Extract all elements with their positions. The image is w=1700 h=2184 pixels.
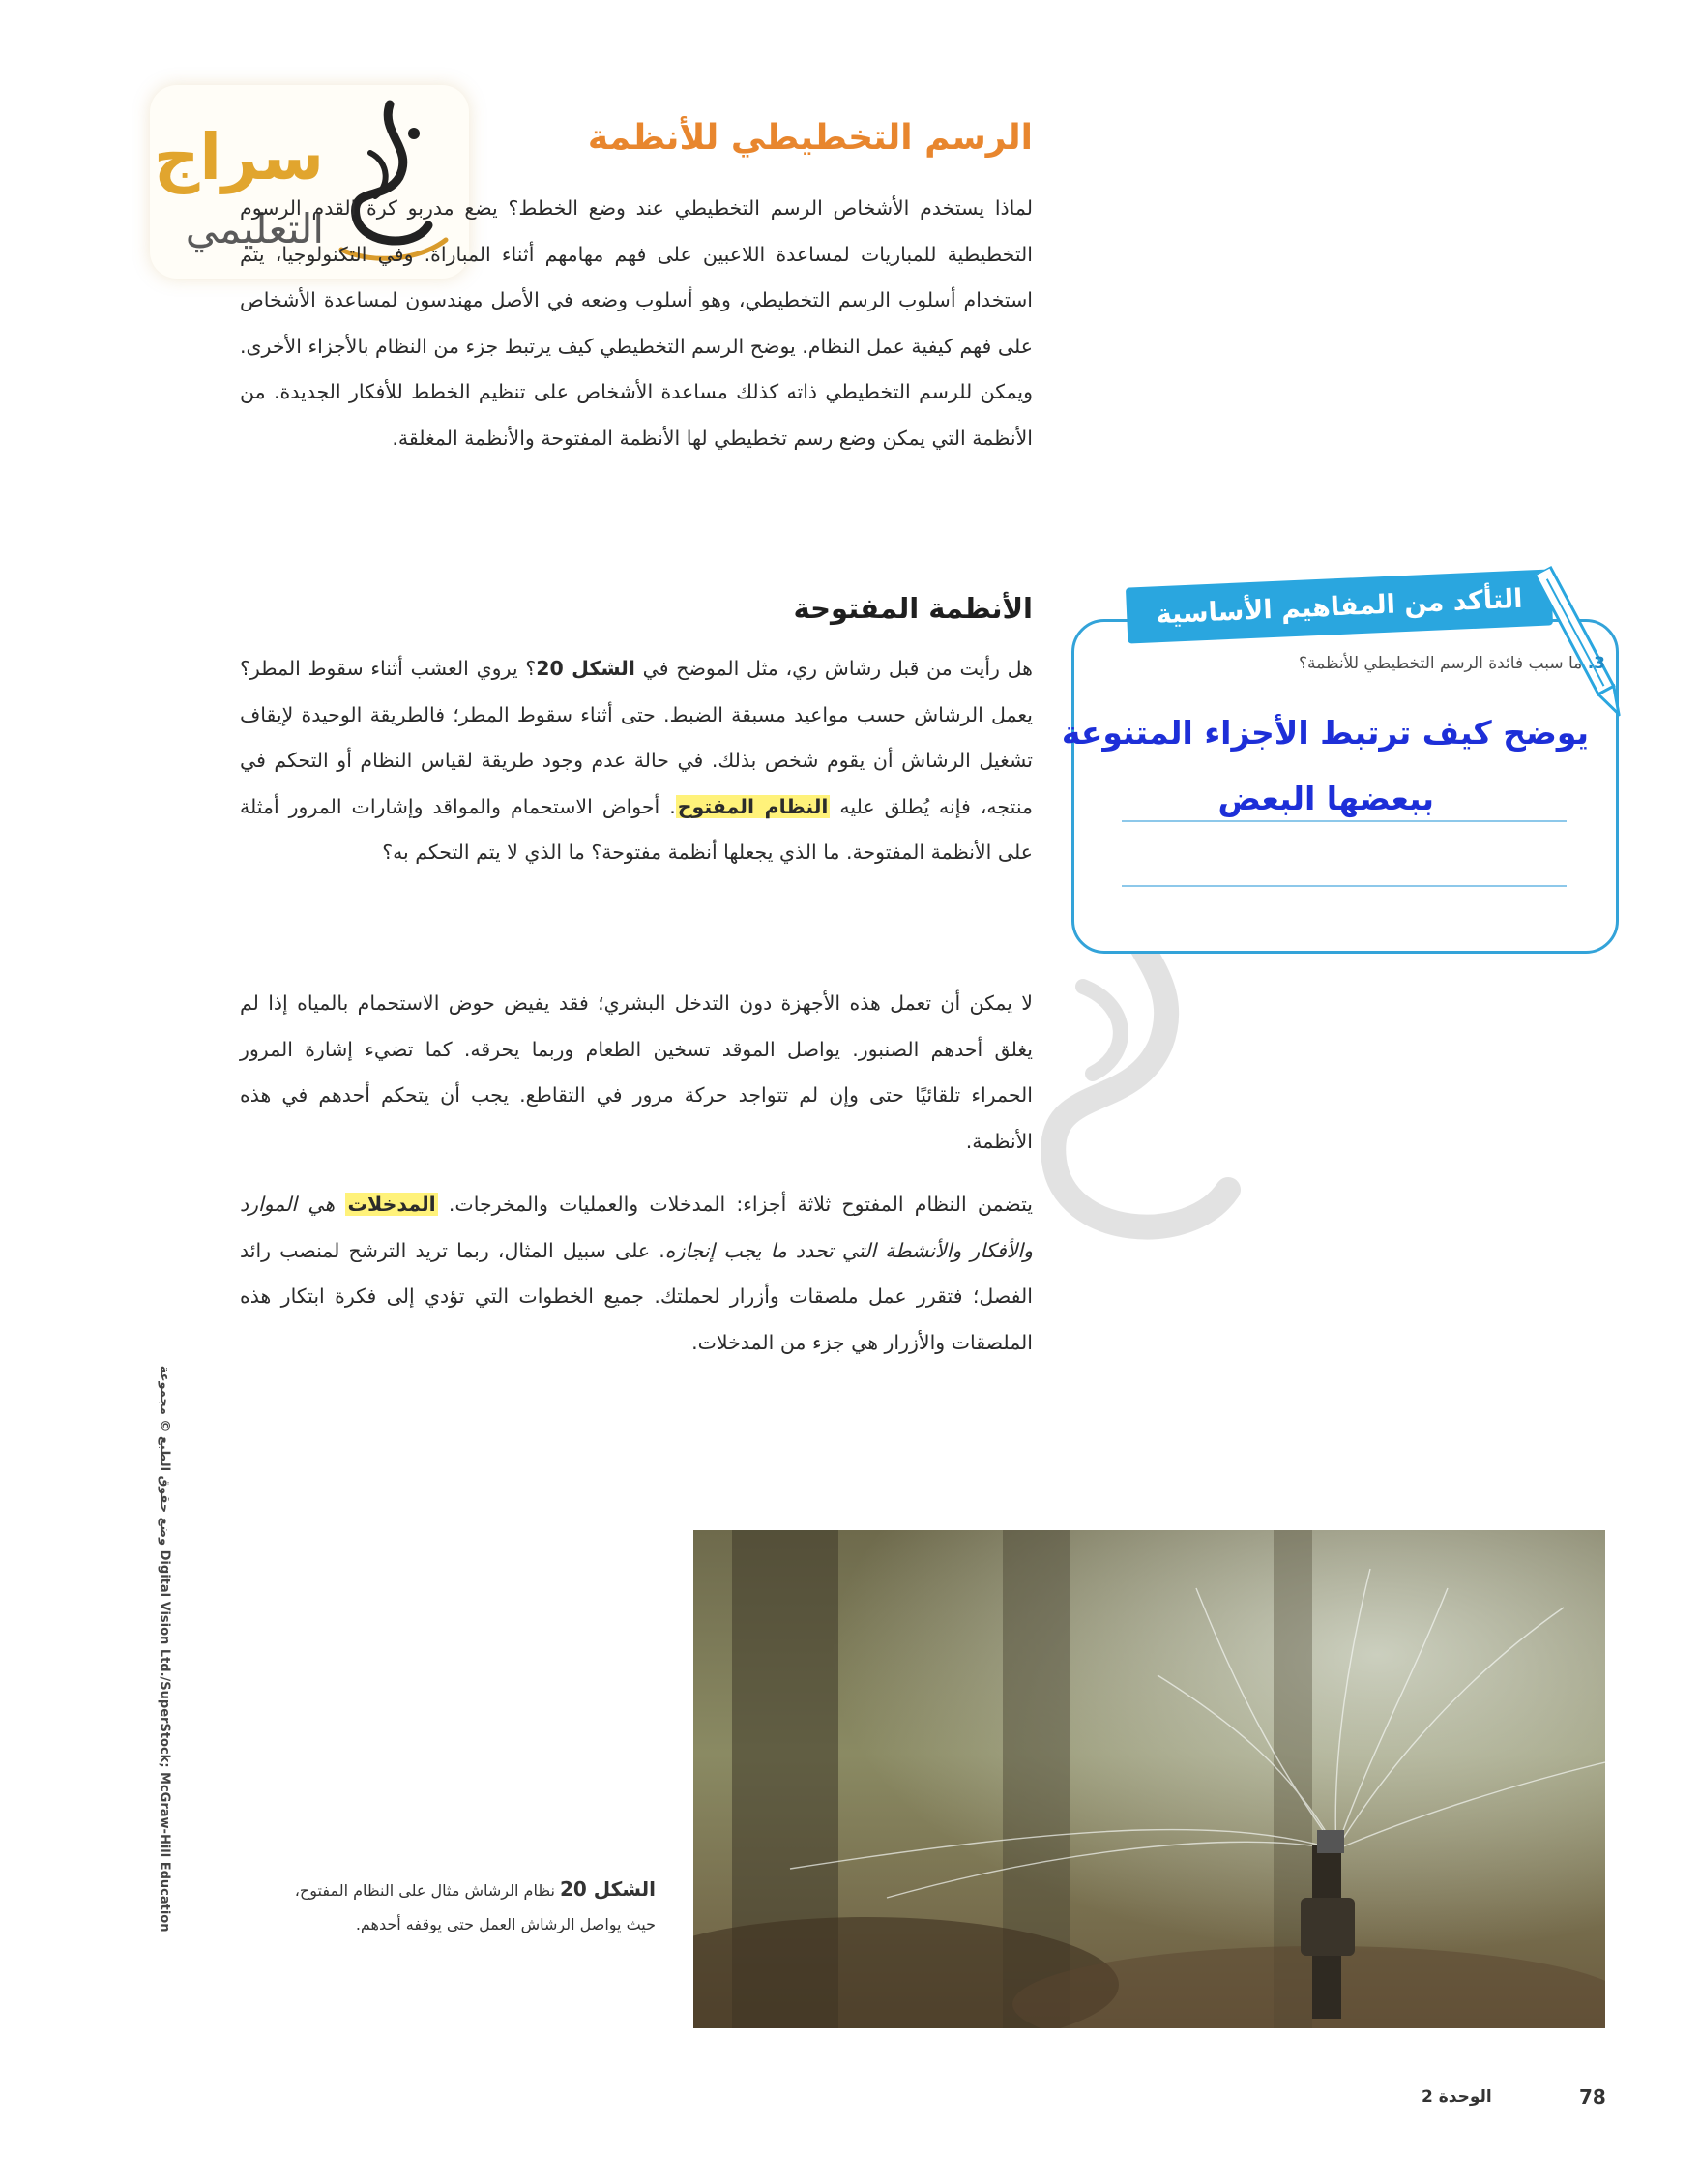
figure-caption-text: نظام الرشاش مثال على النظام المفتوح، حيث يواصل الرشاش العمل حتى يوقفه أحدهم. xyxy=(294,1881,656,1933)
page-number: 78 xyxy=(1579,2085,1606,2109)
figure-reference: الشكل 20 xyxy=(536,657,635,680)
p1-text-b: ؟ يروي العشب أثناء سقوط المطر؟ يعمل الرشاش حسب مواعيد مسبقة الضبط. حتى أثناء سقوط المطر؛ فالطريقة الوحيدة لإيقاف تشغيل الرشاش أن يقوم شخص بذلك. في حالة عدم وجود طريقة لقياس النظام أو التحكم في منتجه، فإنه يُطلق عليه xyxy=(240,657,1033,818)
open-systems-title: الأنظمة المفتوحة xyxy=(793,592,1033,625)
sprinkler-photo xyxy=(693,1530,1605,2028)
inputs-term: المدخلات xyxy=(347,1193,436,1216)
concept-check-title: التأكد من المفاهيم الأساسية xyxy=(1155,583,1524,630)
p1-text-a: هل رأيت من قبل رشاش ري، مثل الموضح في xyxy=(634,657,1033,680)
answer-rule xyxy=(1122,885,1567,887)
open-system-term: النظام المفتوح xyxy=(677,794,829,818)
p1-text-c: . أحواض الاستحمام والمواقد وإشارات المرور أمثلة على الأنظمة المفتوحة. ما الذي يجعلها أنظمة مفتوحة؟ ما الذي لا يتم التحكم به؟ xyxy=(240,794,1033,864)
photo-credit xyxy=(145,1248,184,1944)
section-title: الرسم التخطيطي للأنظمة xyxy=(587,118,1033,158)
open-systems-paragraph-3 xyxy=(240,1182,1033,1366)
p3-text-b: . على سبيل المثال، ربما تريد الترشح لمنصب رائد الفصل؛ فتقرر عمل ملصقات وأزرار لحملتك. جميع الخطوات التي تؤدي إلى فكرة ابتكار هذه الملصقات والأزرار هي جزء من المدخلات. xyxy=(240,1238,1033,1354)
question-text: ما سبب فائدة الرسم التخطيطي للأنظمة؟ xyxy=(1299,654,1583,673)
concept-question xyxy=(1299,654,1605,673)
figure-caption xyxy=(278,1873,656,1941)
inputs-definition: هي الموارد والأفكار والأنشطة التي تحدد ما يجب إنجازه xyxy=(240,1193,1033,1262)
question-number: 3. xyxy=(1587,654,1605,673)
answer-line-2[interactable]: ببعضها البعض xyxy=(1217,780,1434,817)
figure-label: الشكل 20 xyxy=(559,1877,656,1901)
p3-text-a: يتضمن النظام المفتوح ثلاثة أجزاء: المدخلات والعمليات والمخرجات. xyxy=(437,1193,1033,1216)
answer-rule xyxy=(1122,820,1567,822)
unit-label: الوحدة 2 xyxy=(1422,2087,1492,2107)
open-systems-paragraph-2: لا يمكن أن تعمل هذه الأجهزة دون التدخل البشري؛ فقد يفيض حوض الاستحمام بالمياه إذا لم يغلق أحدهم الصنبور. يواصل الموقد تسخين الطعام وربما يحرقه. كما تضيء إشارة المرور الحمراء تلقائيًا حتى وإن لم تتواجد حركة مرور في التقاطع. يجب أن يتحكم أحدهم في هذه الأنظمة. xyxy=(240,991,1033,1153)
logo-word: سراج xyxy=(153,120,324,194)
photo-credit-text: Digital Vision Ltd./SuperStock; McGraw-Hill Education وضع حقوق الطبع © مجموعة xyxy=(157,1365,172,1933)
answer-line-1[interactable]: يوضح كيف ترتبط الأجزاء المتنوعة xyxy=(1061,714,1589,752)
logo-subword: التعليمي xyxy=(185,205,324,252)
section-body: لماذا يستخدم الأشخاص الرسم التخطيطي عند وضع الخطط؟ يضع مدربو كرة القدم الرسوم التخطيطية للمباريات لمساعدة اللاعبين على فهم مهامهم أثناء المباراة. وفي التكنولوجيا، يتم استخدام أسلوب الرسم التخطيطي، وهو أسلوب وضعه في الأصل مهندسون لمساعدة الأشخاص على فهم كيفية عمل النظام. يوضح الرسم التخطيطي كيف يرتبط جزء من النظام بالأجزاء الأخرى. ويمكن للرسم التخطيطي ذاته كذلك مساعدة الأشخاص على تنظيم الخطط للأفكار الجديدة. من الأنظمة التي يمكن وضع رسم تخطيطي لها الأنظمة المفتوحة والأنظمة المغلقة. xyxy=(240,196,1033,450)
open-systems-paragraph-1 xyxy=(240,646,1033,876)
